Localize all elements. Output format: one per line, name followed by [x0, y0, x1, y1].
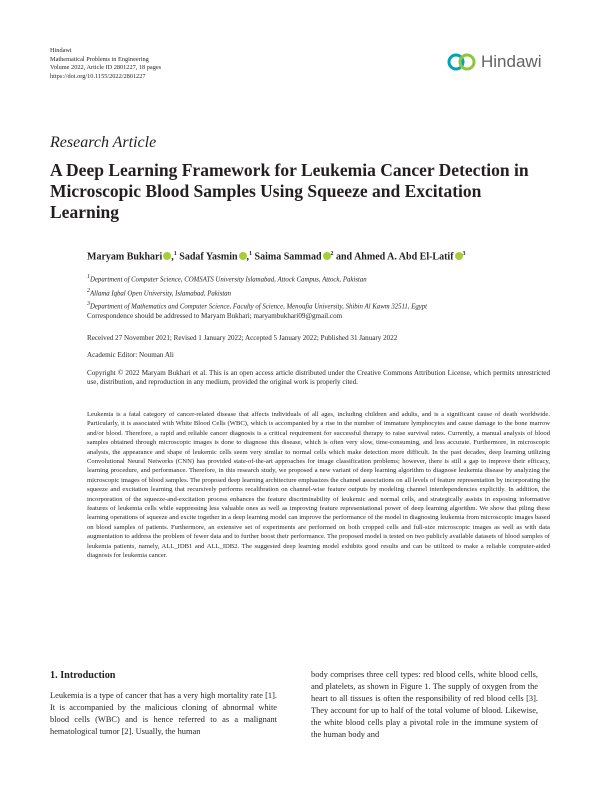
hindawi-rings-icon — [447, 51, 477, 73]
affiliation-item: $^1$Department of Computer Science, COMSATS University Islamabad, Attock Campus, Attock, Pakistan — [87, 274, 367, 284]
hindawi-logo — [447, 47, 557, 77]
journal-name: Mathematical Problems in Engineering — [50, 55, 149, 63]
academic-editor: Academic Editor: Nouman Ali — [87, 351, 174, 359]
journal-doi[interactable]: https://doi.org/10.1155/2022/2801227 — [50, 72, 146, 80]
orcid-icon[interactable] — [455, 252, 463, 260]
affiliations — [87, 272, 427, 313]
journal-publisher: Hindawi — [50, 47, 72, 54]
author-name: Sadaf Yasmin — [179, 251, 238, 263]
correspondence: Correspondence should be addressed to Maryam Bukhari; maryambukhari09@gmail.com — [87, 312, 343, 320]
affiliation-item: $^3$Department of Mathematics and Computer Science, Faculty of Science, Menoufia University, Shibin Al Kawm 32511, Egypt — [87, 301, 428, 311]
author-name: Maryam Bukhari — [87, 251, 163, 263]
author-name: Saima Sammad — [254, 251, 322, 263]
body-column-right: body comprises three cell types: red blood cells, white blood cells, and platelets, as shown in Figure 1. The supply of oxygen from the heart to all tissues is often the responsibility of red blood cells [3]. They account for up to half of the total volume of blood. Likewise, the white blood cells play a pivotal role in the immune system of the human body and — [311, 670, 538, 739]
author-name: Ahmed A. Abd El-Latif — [354, 251, 454, 263]
article-dates: Received 27 November 2021; Revised 1 January 2022; Accepted 5 January 2022; Published 31 January 2022 — [87, 334, 398, 342]
section-heading: 1. Introduction — [50, 670, 116, 681]
orcid-icon[interactable] — [239, 252, 247, 260]
body-column-left: Leukemia is a type of cancer that has a very high mortality rate [1]. It is accompanied by the malicious cloning of abnormal white blood cells (WBC) and is hence referred to as a malignant hematological tumor [2]. Usually, the human — [50, 691, 277, 736]
abstract: Leukemia is a fatal category of cancer-related disease that affects individuals of all ages, including children and adults, and is a significant cause of death worldwide. Particularly, it is associated with White Blood Cells (WBC), which is accompanied by a rise in the number of immature lymphocytes and cause damage to the bone marrow and/or blood. Therefore, a rapid and reliable cancer diagnosis is a critical requirement for successful therapy to raise survival rates. Currently, a manual analysis of blood samples obtained through microscopic images is done to diagnose this disease, which is often very slow, time-consuming, and less accurate. Furthermore, in microscopic analysis, the appearance and shape of leukemic cells seem very similar to normal cells which make detection more difficult. In the past decades, deep learning utilizing Convolutional Neural Networks (CNN) has provided state-of-the-art approaches for image classification problems; however, there is still a gap to improve their efficacy, learning procedure, and performance. Therefore, in this research study, we proposed a new variant of deep learning algorithm to diagnose leukemia disease by analyzing the microscopic images of blood samples. The proposed deep learning architecture emphasizes the channel associations on all levels of feature representation by incorporating the squeeze and excitation learning that recursively performs recalibration on channel-wise feature outputs by modeling channel interdependencies explicitly. In addition, the incorporation of the squeeze-and-excitation process enhances the feature discriminability of leukemic and normal cells, and strategically assists in exposing informative features of leukemia cells while suppressing less valuable ones as well as improving feature representational power of deep learning algorithm. We show that piling these learning operations of squeeze and excite together in a deep learning model can improve the performance of the model in diagnosing leukemia from microscopic images based on blood samples of patients. Furthermore, an extensive set of experiments are performed on both cropped cells and full-size microscopic images as well as with data augmentation to address the problem of fewer data and to further boost their performance. The proposed model is tested on two publicly available datasets of blood samples of leukemia patients, namely, ALL_IDB1 and ALL_IDB2. The suggested deep learning model exhibits good results and can be utilized to make a reliable computer-aided diagnosis for leukemia cancer. — [87, 411, 550, 560]
logo-text: Hindawi — [481, 52, 542, 71]
orcid-icon[interactable] — [323, 252, 331, 260]
article-type: Research Article — [50, 134, 157, 151]
copyright-notice: Copyright © 2022 Maryam Bukhari et al. This is an open access article distributed under the Creative Commons Attribution License, which permits unrestricted use, distribution, and reproduction in any medium, provided the original work is properly cited. — [87, 369, 550, 387]
journal-meta — [50, 47, 161, 81]
affiliation-item: $^2$Allama Iqbal Open University, Islamabad, Pakistan — [87, 287, 232, 297]
article-title: A Deep Learning Framework for Leukemia Cancer Detection in Microscopic Blood Samples Using Squeeze and Excitation Learning — [50, 160, 529, 222]
author-list: Maryam Bukhari ,$^1$ Sadaf Yasmin ,$^1$ Saima Sammad $^2$ and Ahmed A. Abd El-Latif $^3$ — [87, 251, 466, 263]
journal-volume: Volume 2022, Article ID 2801227, 18 pages — [50, 64, 162, 72]
